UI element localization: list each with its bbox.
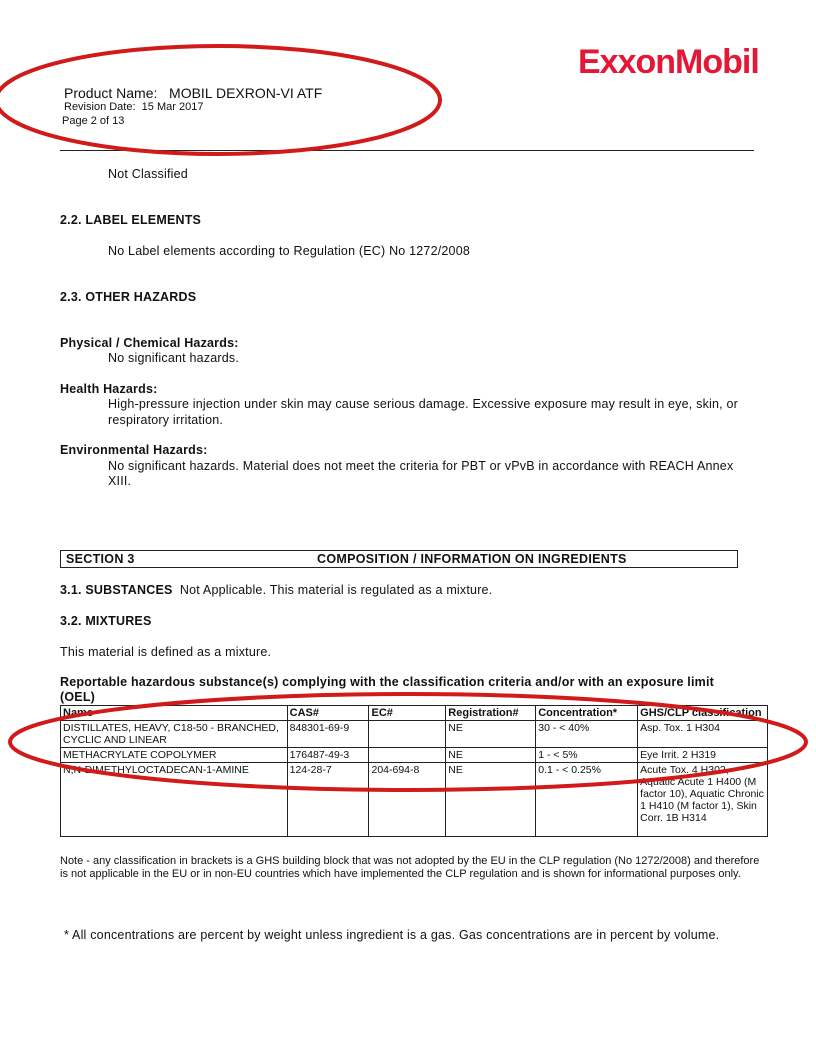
cell-registration: NE <box>446 748 536 763</box>
revision-label: Revision Date: <box>64 101 136 113</box>
health-hazards-heading: Health Hazards: <box>60 382 158 396</box>
cell-name: N,N-DIMETHYLOCTADECAN-1-AMINE <box>61 763 288 837</box>
product-name-value: MOBIL DEXRON-VI ATF <box>169 85 323 101</box>
environmental-hazards-text-1: No significant hazards. Material does not meet the criteria for PBT or vPvB in accordance with REACH Annex <box>108 459 734 473</box>
cell-concentration: 30 - < 40% <box>536 721 638 748</box>
cell-cas: 124-28-7 <box>287 763 369 837</box>
cell-ec <box>369 748 446 763</box>
col-registration-header: Registration# <box>446 706 536 721</box>
other-hazards-heading: 2.3. OTHER HAZARDS <box>60 290 197 304</box>
physical-hazards-heading: Physical / Chemical Hazards: <box>60 336 239 350</box>
section-title: COMPOSITION / INFORMATION ON INGREDIENTS <box>317 552 627 566</box>
col-name-header: Name <box>61 706 288 721</box>
label-elements-text: No Label elements according to Regulation (EC) No 1272/2008 <box>108 244 471 258</box>
header-divider <box>60 150 754 151</box>
health-hazards-text-1: High-pressure injection under skin may cause serious damage. Excessive exposure may result in eye, skin, or <box>108 397 739 411</box>
cell-ec <box>369 721 446 748</box>
table-header-row <box>61 706 768 721</box>
cell-cas: 848301-69-9 <box>287 721 369 748</box>
section-number: SECTION 3 <box>66 552 135 566</box>
substances-text: Not Applicable. This material is regulated as a mixture. <box>179 583 493 597</box>
table-row <box>61 763 768 837</box>
cell-name: DISTILLATES, HEAVY, C18-50 - BRANCHED, CYCLIC AND LINEAR <box>61 721 288 748</box>
environmental-hazards-text-2: XIII. <box>108 474 132 488</box>
concentration-footnote: * All concentrations are percent by weight unless ingredient is a gas. Gas concentrations are in percent by volume. <box>64 928 720 942</box>
not-classified-text: Not Classified <box>108 167 188 181</box>
mixture-text: This material is defined as a mixture. <box>60 645 272 659</box>
reportable-heading-2: (OEL) <box>60 690 96 704</box>
col-ec-header: EC# <box>369 706 446 721</box>
cell-ghs: Eye Irrit. 2 H319 <box>638 748 768 763</box>
cell-registration: NE <box>446 721 536 748</box>
mixtures-heading: 3.2. MIXTURES <box>60 614 152 628</box>
label-elements-heading: 2.2. LABEL ELEMENTS <box>60 213 202 227</box>
substances-line <box>60 583 492 598</box>
product-name-label: Product Name: <box>64 85 158 101</box>
table-row <box>61 748 768 763</box>
cell-ghs: Acute Tox. 4 H302, Aquatic Acute 1 H400 (M factor 10), Aquatic Chronic 1 H410 (M factor 1), Skin Corr. 1B H314 <box>638 763 768 837</box>
cell-cas: 176487-49-3 <box>287 748 369 763</box>
ingredients-table <box>60 705 768 837</box>
col-ghs-header: GHS/CLP classification <box>638 706 768 721</box>
physical-hazards-text: No significant hazards. <box>108 351 240 365</box>
page-number: Page 2 of 13 <box>62 115 125 127</box>
environmental-hazards-heading: Environmental Hazards: <box>60 443 208 457</box>
table-row <box>61 721 768 748</box>
substances-heading: 3.1. SUBSTANCES <box>60 583 173 597</box>
revision-date <box>64 101 203 113</box>
col-concentration-header: Concentration* <box>536 706 638 721</box>
revision-value: 15 Mar 2017 <box>141 101 204 113</box>
section-3-bar <box>60 550 738 568</box>
reportable-heading-1: Reportable hazardous substance(s) complying with the classification criteria and/or with an exposure limit <box>60 675 714 689</box>
product-name <box>64 85 322 101</box>
cell-concentration: 1 - < 5% <box>536 748 638 763</box>
classification-note: Note - any classification in brackets is a GHS building block that was not adopted by the EU in the CLP regulation (No 1272/2008) and therefore is not applicable in the EU or in non-EU countries which have implemented the CLP regulation and is shown for informational purposes only. <box>60 855 760 880</box>
col-cas-header: CAS# <box>287 706 369 721</box>
cell-concentration: 0.1 - < 0.25% <box>536 763 638 837</box>
cell-registration: NE <box>446 763 536 837</box>
cell-name: METHACRYLATE COPOLYMER <box>61 748 288 763</box>
health-hazards-text-2: respiratory irritation. <box>108 413 224 427</box>
exxonmobil-logo: ExxonMobil <box>578 43 759 81</box>
cell-ghs: Asp. Tox. 1 H304 <box>638 721 768 748</box>
cell-ec: 204-694-8 <box>369 763 446 837</box>
